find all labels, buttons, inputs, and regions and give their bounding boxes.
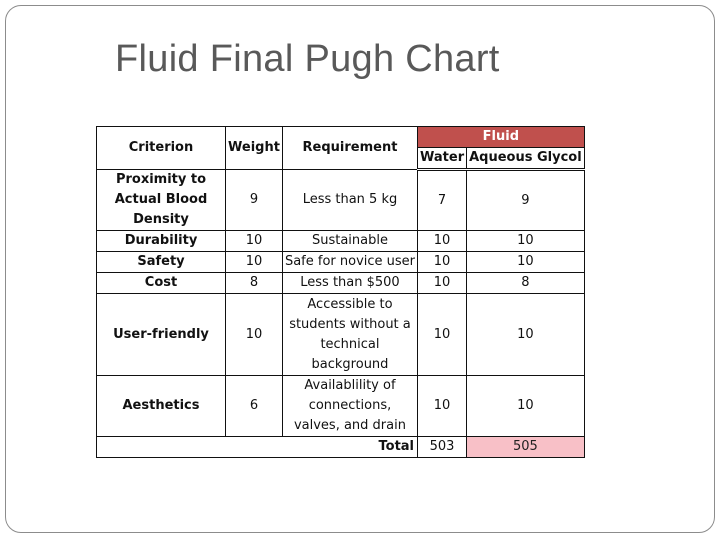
slide-title: Fluid Final Pugh Chart [115,38,500,80]
row-score-water: 10 [418,252,467,273]
row-requirement: Safe for novice user [282,252,417,273]
row-requirement: Sustainable [282,231,417,252]
row-criterion: User-friendly [97,294,226,376]
row-score-glycol: 9 [467,170,585,231]
row-weight: 10 [226,231,283,252]
row-criterion: Durability [97,231,226,252]
total-label: Total [97,437,418,458]
header-option-glycol: Aqueous Glycol [467,148,585,170]
row-weight: 10 [226,294,283,376]
row-score-glycol: 10 [467,231,585,252]
row-criterion: Safety [97,252,226,273]
total-water: 503 [418,437,467,458]
header-requirement: Requirement [282,127,417,170]
total-row [97,437,585,458]
row-criterion: Proximity to Actual Blood Density [97,170,226,231]
header-fluid-group: Fluid [418,127,585,148]
row-score-glycol: 10 [467,294,585,376]
row-requirement: Less than $500 [282,273,417,294]
row-weight: 6 [226,376,283,437]
header-criterion: Criterion [97,127,226,170]
row-score-glycol: 10 [467,376,585,437]
row-score-glycol: 8 [467,273,585,294]
row-criterion: Cost [97,273,226,294]
header-option-water: Water [418,148,467,170]
row-weight: 8 [226,273,283,294]
table-row [97,376,585,437]
row-requirement: Accessible to students without a technical background [282,294,417,376]
row-requirement: Availablility of connections, valves, and drain [282,376,417,437]
table-row [97,273,585,294]
table-row [97,170,585,231]
row-score-water: 7 [418,170,467,231]
row-criterion: Aesthetics [97,376,226,437]
table-row [97,252,585,273]
header-weight: Weight [226,127,283,170]
row-score-water: 10 [418,376,467,437]
row-requirement: Less than 5 kg [282,170,417,231]
row-score-water: 10 [418,231,467,252]
row-score-glycol: 10 [467,252,585,273]
total-glycol: 505 [467,437,585,458]
table-row [97,231,585,252]
row-score-water: 10 [418,273,467,294]
row-weight: 10 [226,252,283,273]
table-row [97,294,585,376]
row-score-water: 10 [418,294,467,376]
row-weight: 9 [226,170,283,231]
pugh-chart-table [96,126,585,458]
